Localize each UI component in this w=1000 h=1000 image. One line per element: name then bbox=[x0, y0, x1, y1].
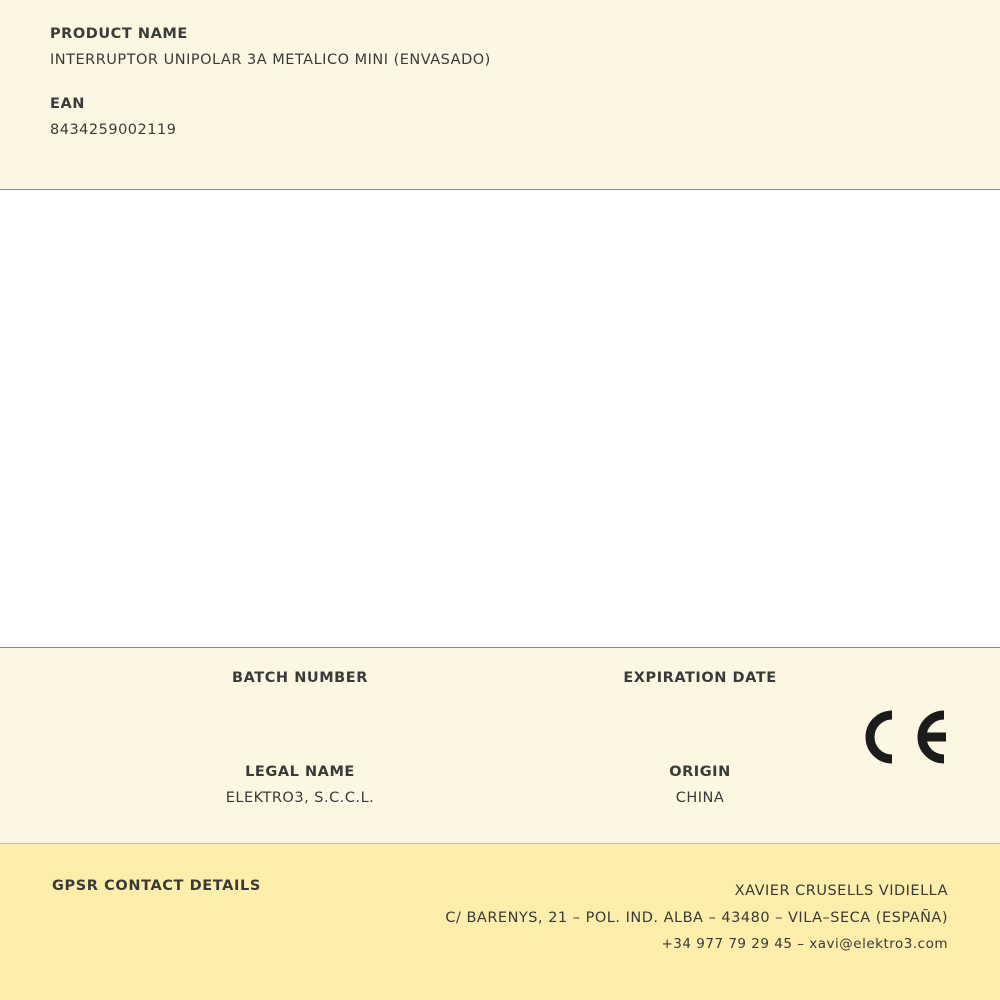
origin-label: ORIGIN bbox=[669, 764, 731, 781]
legal-name-value: ELEKTRO3, S.C.C.L. bbox=[225, 789, 375, 806]
details-section bbox=[0, 648, 1000, 844]
batch-number-label: BATCH NUMBER bbox=[232, 670, 368, 686]
contact-address: C/ BARENYS, 21 – POL. IND. ALBA – 43480 – VILA–SECA (ESPAÑA) bbox=[445, 909, 948, 926]
ean-field bbox=[50, 96, 950, 138]
ean-value: 8434259002119 bbox=[50, 122, 177, 138]
gpsr-contact-label: GPSR CONTACT DETAILS bbox=[52, 878, 261, 894]
expiration-date-label: EXPIRATION DATE bbox=[623, 670, 777, 686]
footer-section bbox=[0, 844, 1000, 1000]
batch-number-value bbox=[100, 695, 500, 712]
product-name-label: PRODUCT NAME bbox=[50, 26, 188, 42]
header-section bbox=[0, 0, 1000, 190]
product-image-area bbox=[0, 190, 1000, 648]
contact-phone-email: +34 977 79 29 45 – xavi@elektro3.com bbox=[661, 935, 948, 952]
gpsr-contact-details bbox=[445, 878, 948, 957]
product-name-value: INTERRUPTOR UNIPOLAR 3A METALICO MINI (ENVASADO) bbox=[50, 52, 491, 68]
expiration-date-value bbox=[500, 695, 900, 712]
legal-name-label: LEGAL NAME bbox=[245, 764, 355, 781]
origin-field bbox=[500, 764, 900, 807]
product-name-field bbox=[50, 26, 950, 68]
ean-label: EAN bbox=[50, 96, 85, 112]
ce-mark-icon bbox=[858, 706, 948, 768]
contact-name: XAVIER CRUSELLS VIDIELLA bbox=[734, 883, 948, 899]
origin-value: CHINA bbox=[675, 789, 725, 806]
expiration-date-field bbox=[500, 670, 900, 712]
legal-name-field bbox=[100, 764, 500, 807]
details-row-top bbox=[0, 670, 1000, 712]
batch-number-field bbox=[100, 670, 500, 712]
details-row-bottom bbox=[0, 764, 1000, 807]
